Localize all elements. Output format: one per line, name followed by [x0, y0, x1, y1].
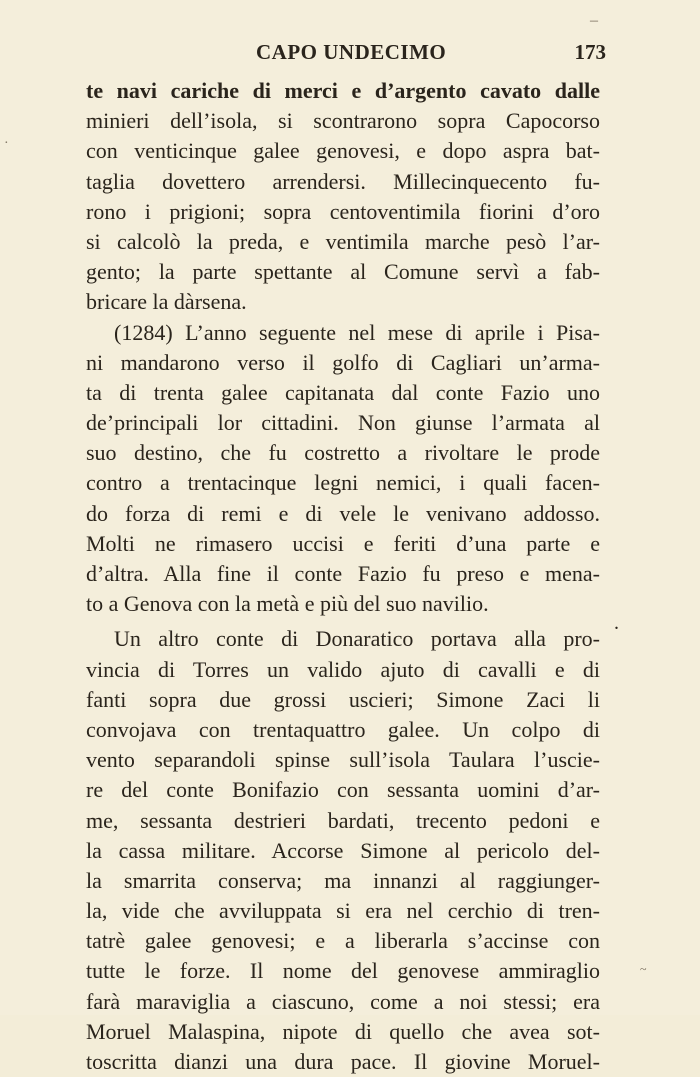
text-line: vento separandoli spinse sull’isola Taulara l’uscie-	[86, 747, 600, 773]
text-line: rono i prigioni; sopra centoventimila fiorini d’oro	[86, 198, 600, 224]
running-title: CAPO UNDECIMO	[256, 40, 447, 64]
running-head	[86, 40, 606, 70]
text-line: la smarrita conserva; ma innanzi al raggiunger-	[86, 867, 600, 893]
text-line: me, sessanta destrieri bardati, trecento pedoni e	[86, 807, 600, 833]
text-line: convojava con trentaquattro galee. Un colpo di	[86, 716, 600, 742]
text-line: si calcolò la preda, e ventimila marche pesò l’ar-	[86, 228, 600, 254]
text-line: contro a trentacinque legni nemici, i quali facen-	[86, 470, 600, 496]
text-line: Moruel Malaspina, nipote di quello che avea sot-	[86, 1018, 600, 1044]
text-line: tatrè galee genovesi; e a liberarla s’accinse con	[86, 928, 600, 954]
text-line: la, vide che avviluppata si era nel cerchio di tren-	[86, 898, 600, 924]
text-line: ni mandarono verso il golfo di Cagliari un’arma-	[86, 349, 600, 375]
text-line: vincia di Torres un valido ajuto di cavalli e di	[86, 656, 600, 682]
text-line: fanti sopra due grossi uscieri; Simone Zaci li	[86, 686, 600, 712]
text-line: Molti ne rimasero uccisi e feriti d’una parte e	[86, 530, 600, 556]
text-line: con venticinque galee genovesi, e dopo aspra bat-	[86, 138, 600, 164]
text-line: toscritta dianzi una dura pace. Il giovine Moruel-	[86, 1049, 600, 1074]
text-line: te navi cariche di merci e d’argento cavato dalle	[86, 78, 600, 103]
text-line: do forza di remi e di vele le venivano addosso.	[86, 500, 600, 526]
text-line: Un altro conte di Donaratico portava alla pro-	[114, 626, 600, 652]
text-line: to a Genova con la metà e più del suo navilio.	[86, 591, 489, 617]
text-line: bricare la dàrsena.	[86, 289, 247, 315]
text-line: re del conte Bonifazio con sessanta uomini d’ar-	[86, 777, 600, 803]
text-line: ta di trenta galee capitanata dal conte Fazio uno	[86, 379, 600, 405]
text-line: d’altra. Alla fine il conte Fazio fu preso e mena-	[86, 561, 600, 586]
text-line: suo destino, che fu costretto a rivoltare le prode	[86, 440, 600, 466]
text-line: (1284) L’anno seguente nel mese di aprile i Pisa-	[114, 319, 600, 345]
text-line: farà maraviglia a ciascuno, come a noi stessi; era	[86, 988, 600, 1014]
text-line: taglia dovettero arrendersi. Millecinquecento fu-	[86, 168, 600, 194]
text-line: la cassa militare. Accorse Simone al pericolo del-	[86, 837, 600, 863]
page-number: 173	[574, 40, 606, 64]
margin-tilde-mark: ~	[640, 962, 647, 976]
text-line: de’principali lor cittadini. Non giunse l’armata al	[86, 410, 600, 436]
text-line: gento; la parte spettante al Comune servì a fab-	[86, 259, 600, 285]
margin-dot-mark: ·	[4, 136, 9, 151]
margin-dash-mark: –	[590, 12, 598, 29]
text-line: minieri dell’isola, si scontrarono sopra Capocorso	[86, 108, 600, 134]
text-line: tutte le forze. Il nome del genovese ammiraglio	[86, 958, 600, 984]
body-text	[86, 76, 600, 1077]
margin-dot-mark: .	[614, 612, 619, 634]
